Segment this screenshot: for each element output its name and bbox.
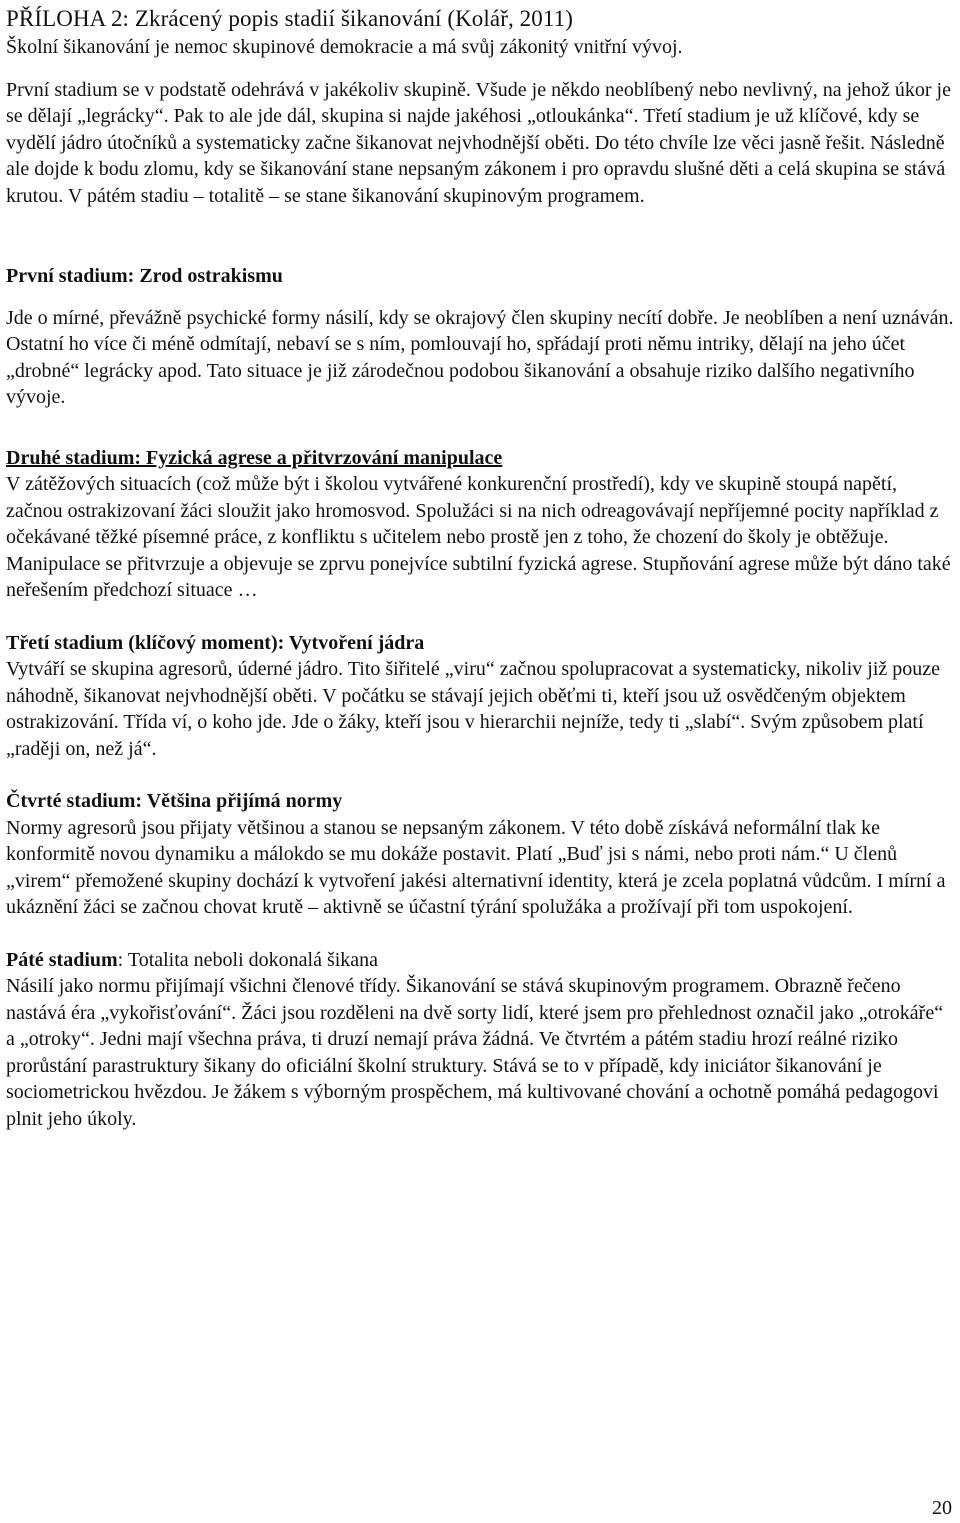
stage-2-heading: Druhé stadium: Fyzická agrese a přitvrzování manipulace: [6, 446, 503, 469]
stage-3-body: Vytváří se skupina agresorů, úderné jádro. Tito šiřitelé „viru“ začnou spolupracovat a systematicky, nikoliv již pouze náhodně, šikanovat nejvhodnější oběti. V počátku se stávají jejich oběťmi ti, kteří jsou už osvědčeným objektem ostrakizování. Třída ví, o koho jde. Jde o žáky, kteří jsou v hierarchii nejníže, tedy ti „slabí“. Svým způsobem platí „raději on, než já“.: [6, 658, 941, 760]
intro-paragraph: První stadium se v podstatě odehrává v jakékoliv skupině. Všude je někdo neoblíbený nebo nevlivný, na jehož úkor je se dělají „legrácky“. Pak to ale jde dál, skupina si najde jakéhosi „otloukánka“. Třetí stadium je už klíčové, kdy se vydělí jádro útočníků a systematicky začne šikanovat nejvhodnější oběti. Do této chvíle lze věci jasně řešit. Následně ale dojde k bodu zlomu, kdy se šikanování stane nepsaným zákonem i pro opravdu slušné děti a celá skupina se stává krutou. V pátém stadiu – totalitě – se stane šikanování skupinovým programem.: [6, 78, 951, 207]
stage-5-section: [6, 947, 954, 1133]
stage-4-body: Normy agresorů jsou přijaty většinou a stanou se nepsaným zákonem. V této době získává neformální tlak ke konformitě novou dynamiku a málokdo se mu dokáže postavit. Platí „Buď jsi s námi, nebo proti nám.“ U členů „virem“ přemožené skupiny dochází k vytvoření jakési alternativní identity, která je zcela poplatná vůdcům. I mírní a ukáznění žáci se začnou chovat krutě – aktivně se účastní týrání spolužáka a prožívají při tom uspokojení.: [6, 816, 946, 918]
stage-3-section: [6, 630, 954, 763]
stage-5-heading: Páté stadium: [6, 948, 118, 971]
stage-5-heading-line: [6, 947, 954, 974]
page-title: PŘÍLOHA 2: Zkrácený popis stadií šikanování (Kolář, 2011): [6, 6, 573, 31]
stage-4-heading: Čtvrté stadium: Většina přijímá normy: [6, 790, 343, 812]
stage-1-heading: První stadium: Zrod ostrakismu: [6, 265, 283, 287]
stage-4-section: [6, 788, 954, 921]
document-page: [6, 0, 954, 1132]
stage-5-heading-rest: : Totalita neboli dokonalá šikana: [117, 948, 379, 971]
stage-2-body: V zátěžových situacích (což může být i školou vytvářené konkurenční prostředí), kdy ve skupině stoupá napětí, začnou ostrakizovaní žáci sloužit jako hromosvod. Spolužáci si na nich odreagovávají nepříjemné pocity například z očekávané těžké písemné práce, z konfliktu s učitelem nebo prostě jen z toho, že chození do školy je obtěžuje. Manipulace se přitvrzuje a objevuje se zprvu ponejvíce subtilní fyzická agrese. Stupňování agrese může být dáno také neřešením předchozí situace …: [6, 473, 951, 601]
intro-sentence: Školní šikanování je nemoc skupinové demokracie a má svůj zákonitý vnitřní vývoj.: [6, 36, 683, 58]
stage-1-body: Jde o mírné, převážně psychické formy násilí, kdy se okrajový člen skupiny necítí dobře. Je neoblíben a není uznáván. Ostatní ho více či méně odmítají, nebaví se s ním, pomlouvají ho, spřádají proti němu intriky, dělají na jeho účet „drobné“ legrácky apod. Tato situace je již zárodečnou podobou šikanování a obsahuje riziko dalšího negativního vývoje.: [6, 306, 954, 408]
page-number: 20: [932, 1497, 952, 1519]
stage-5-body: Násilí jako normu přijímají všichni členové třídy. Šikanování se stává skupinovým programem. Obrazně řečeno nastává éra „vykořisťování“. Žáci jsou rozděleni na dvě sorty lidí, které jsem pro přehlednost označil jako „otrokáře“ a „otroky“. Jedni mají všechna práva, ti druzí nemají práva žádná. Ve čtvrtém a pátém stadiu hrozí reálné riziko prorůstání parastruktury šikany do oficiální školní struktury. Stává se to v případě, kdy iniciátor šikanování je sociometrickou hvězdou. Je žákem s výborným prospěchem, má kultivované chování a ochotně pomáhá pedagogovi plnit jeho úkoly.: [6, 975, 944, 1130]
stage-3-heading: Třetí stadium (klíčový moment): Vytvoření jádra: [6, 631, 425, 654]
stage-2-section: [6, 445, 954, 604]
stage-1-section: [6, 263, 954, 411]
